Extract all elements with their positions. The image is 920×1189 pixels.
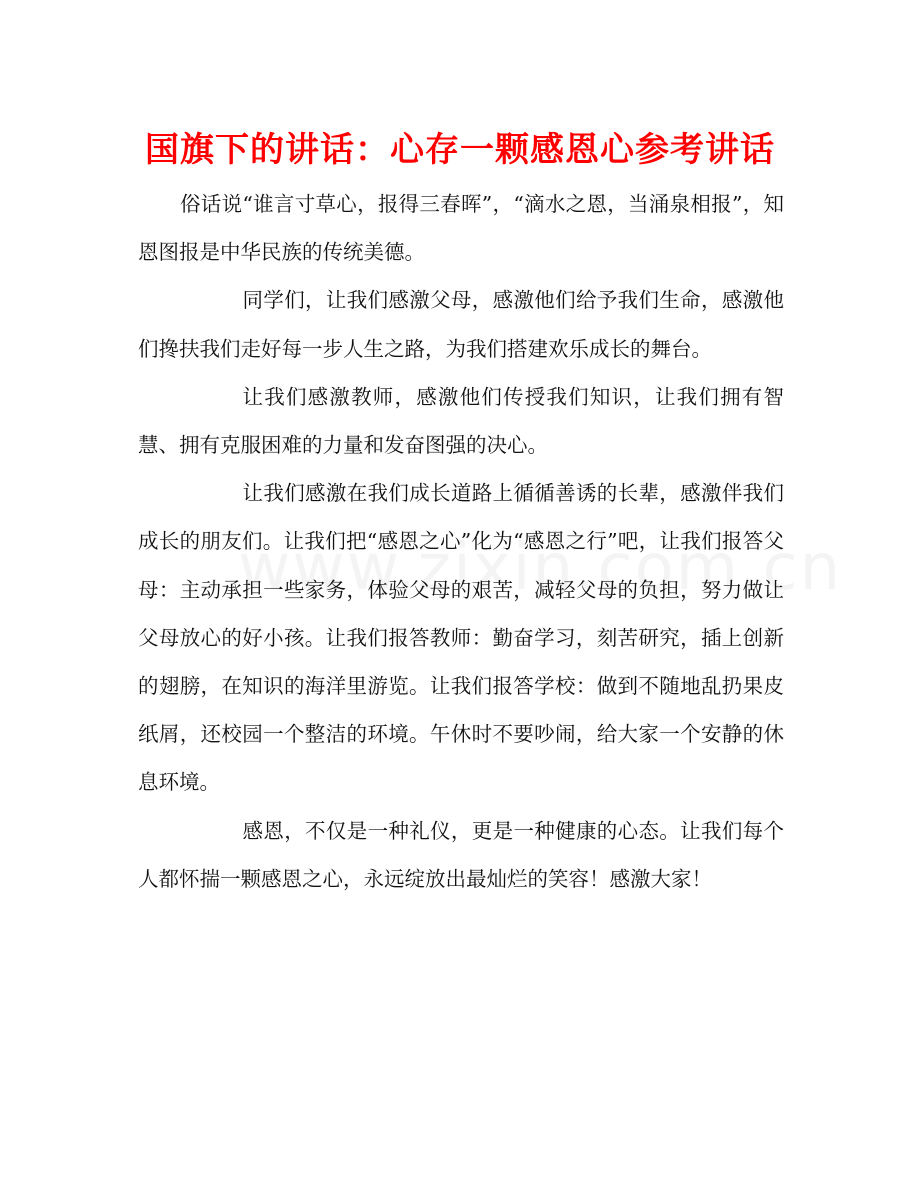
paragraph-3: 让我们感激教师，感激他们传授我们知识，让我们拥有智慧、拥有克服困难的力量和发奋图强的决心。 [138, 384, 784, 458]
paragraph-1: 俗话说“谁言寸草心，报得三春晖”，“滴水之恩，当涌泉相报”，知恩图报是中华民族的传统美德。 [138, 192, 784, 265]
paragraph-2: 同学们，让我们感激父母，感激他们给予我们生命，感激他们搀扶我们走好每一步人生之路，为我们搭建欢乐成长的舞台。 [138, 288, 784, 361]
document-title: 国旗下的讲话：心存一颗感恩心参考讲话 [145, 130, 775, 170]
document-body [138, 180, 784, 903]
paragraph-5: 感恩，不仅是一种礼仪，更是一种健康的心态。让我们每个人都怀揣一颗感恩之心，永远绽放出最灿烂的笑容！感激大家！ [138, 818, 784, 891]
paragraph-4: 让我们感激在我们成长道路上循循善诱的长辈，感激伴我们成长的朋友们。让我们把“感恩之心”化为“感恩之行”吧，让我们报答父母：主动承担一些家务，体验父母的艰苦，减轻父母的负担，努力做让父母放心的好小孩。让我们报答教师：勤奋学习，刻苦研究，插上创新的翅膀，在知识的海洋里游览。让我们报答学校：做到不随地乱扔果皮纸屑，还校园一个整洁的环境。午休时不要吵闹，给大家一个安静的休息环境。 [138, 481, 784, 795]
